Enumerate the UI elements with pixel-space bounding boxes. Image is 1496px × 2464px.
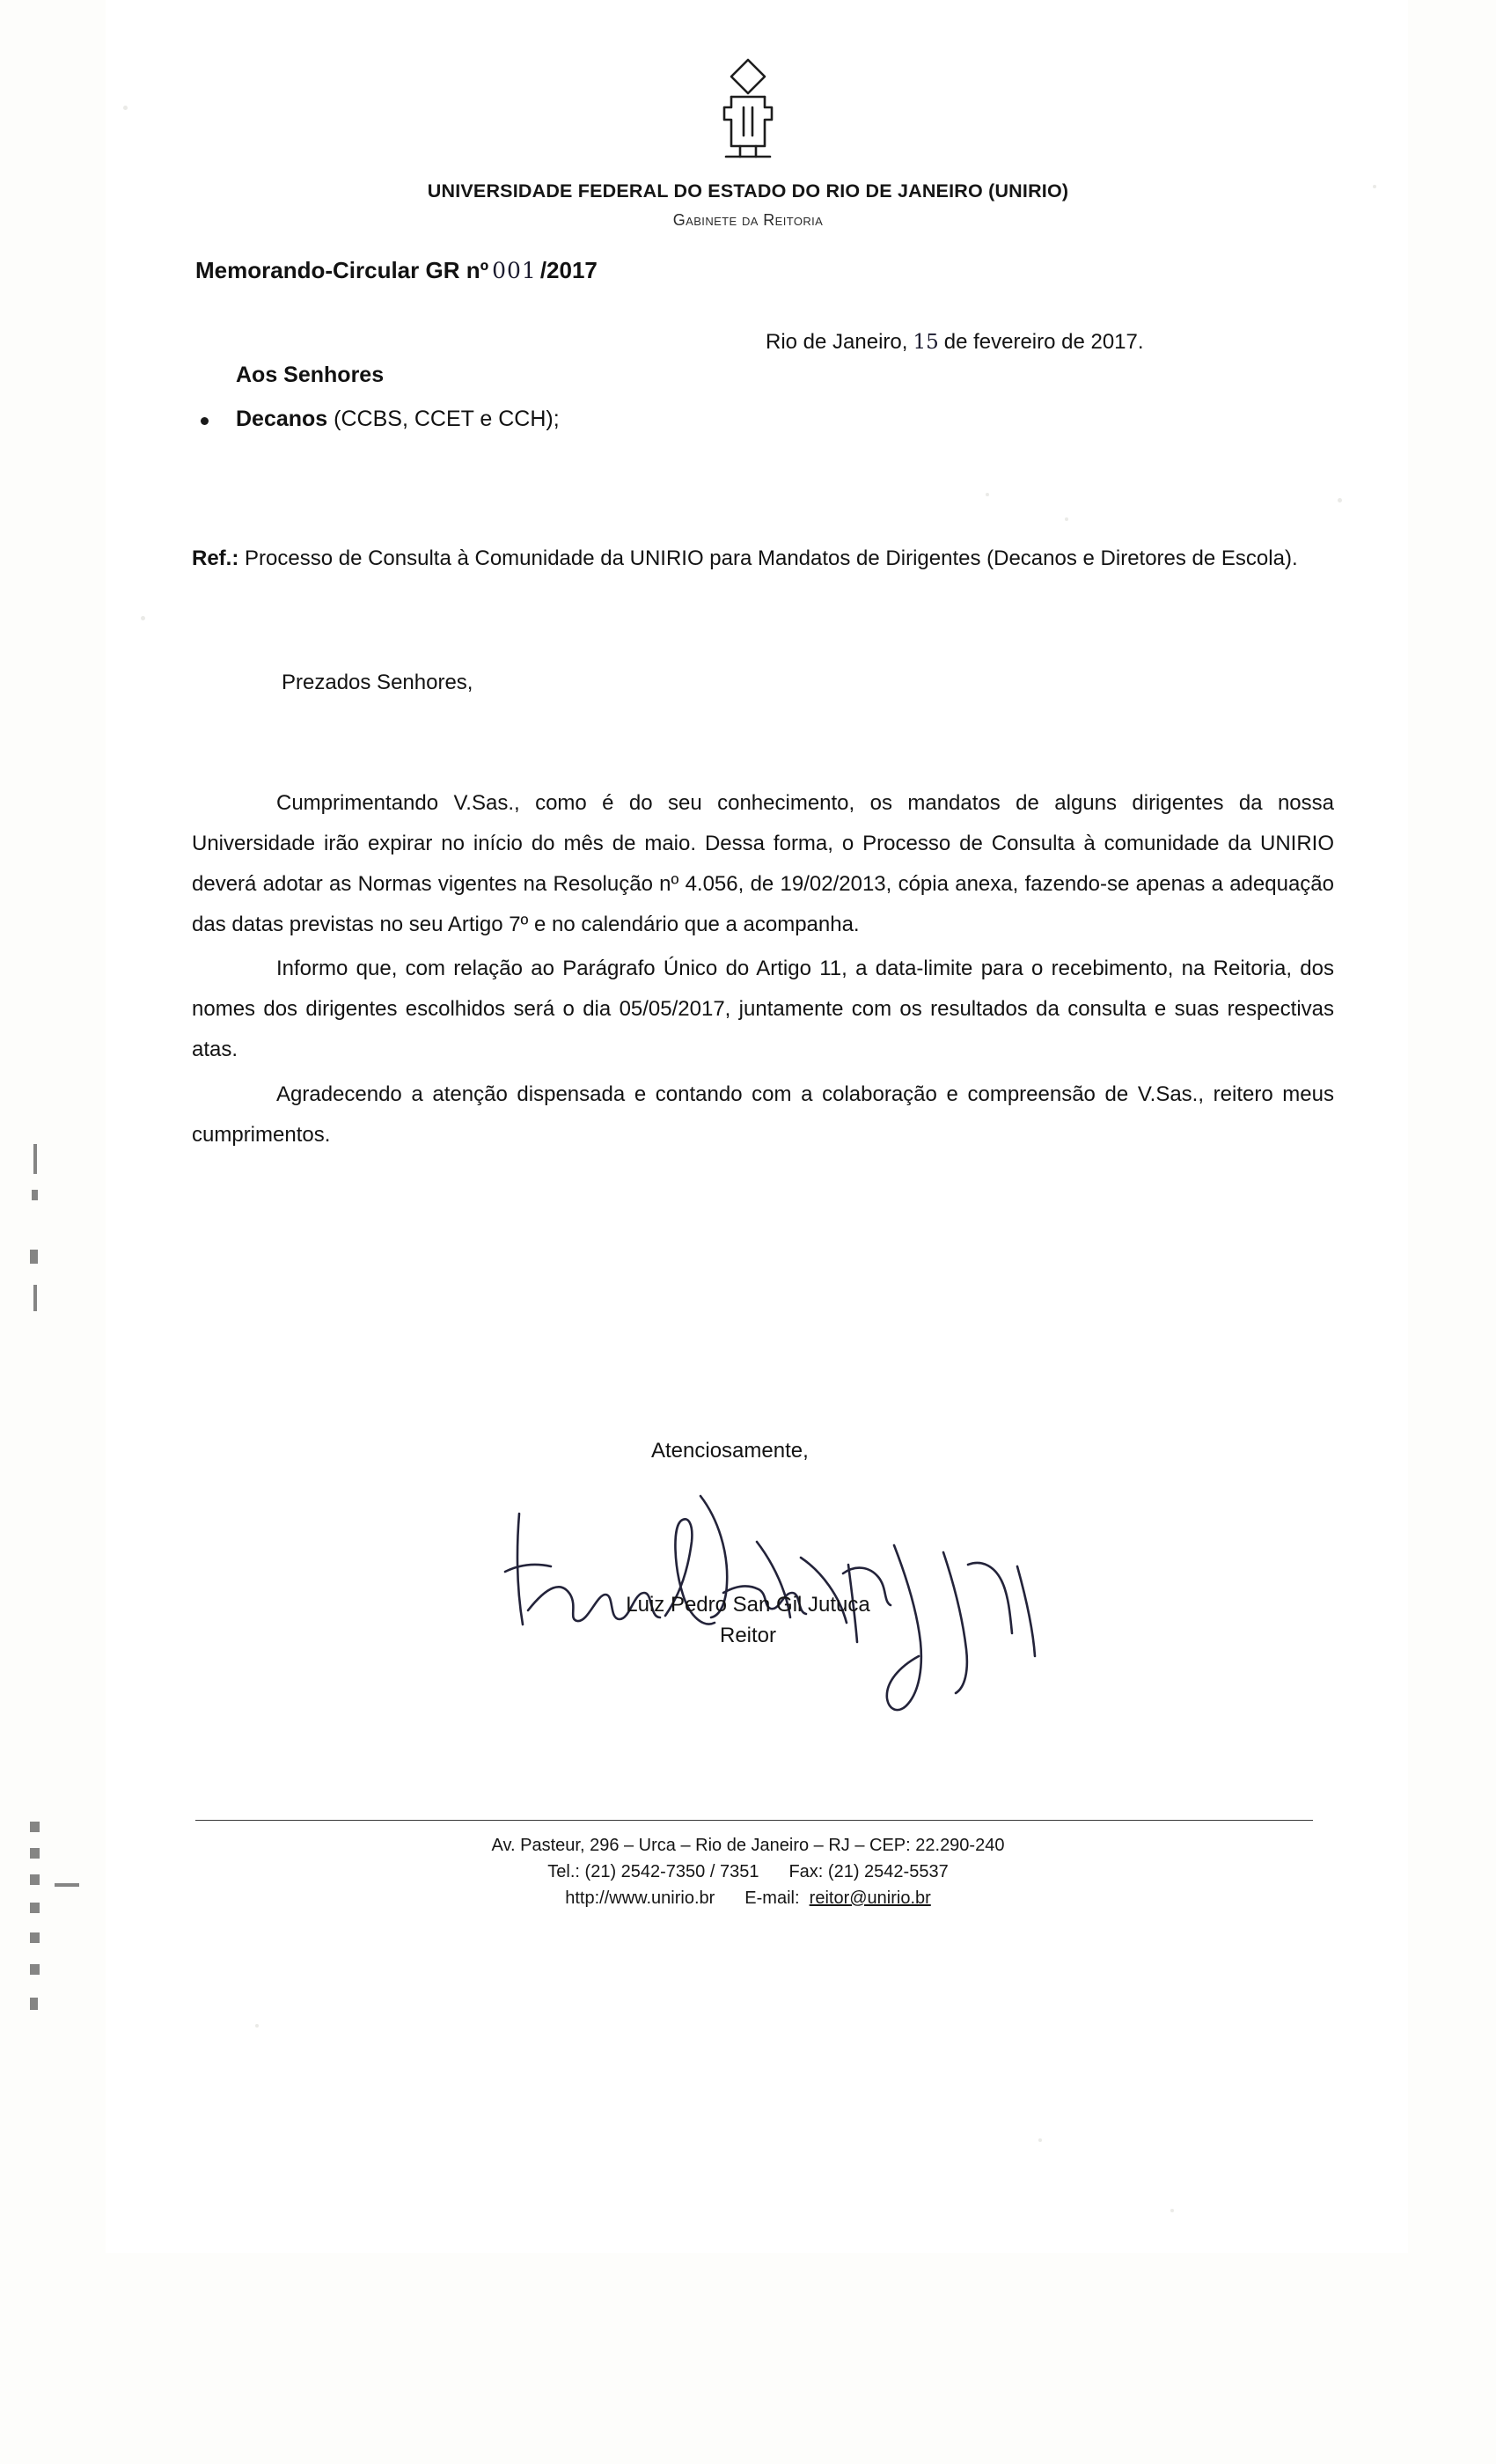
footer-fax: Fax: (21) 2542-5537: [788, 1862, 949, 1881]
memo-number-prefix: Memorando-Circular GR nº: [195, 257, 489, 283]
recipient-list-item: [236, 407, 560, 432]
scan-speckle: [141, 616, 145, 620]
scan-edge-mark: [33, 1144, 37, 1174]
recipient-detail: (CCBS, CCET e CCH);: [334, 407, 560, 431]
signer-role: Reitor: [719, 1624, 777, 1647]
reference-text: Processo de Consulta à Comunidade da UNIRIO para Mandatos de Dirigentes (Decanos e Diretores de Escola).: [245, 546, 1298, 570]
body-paragraph-3: Agradecendo a atenção dispensada e contando com a colaboração e compreensão de V.Sas., reitero meus cumprimentos.: [192, 1082, 1334, 1147]
footer-block: [0, 1832, 1496, 1911]
body-paragraph-1: Cumprimentando V.Sas., como é do seu conhecimento, os mandatos de alguns dirigentes da nossa Universidade irão expirar no início do mês de maio. Dessa forma, o Processo de Consulta à comunidade da UNIRIO deverá adotar as Normas vigentes na Resolução nº 4.056, de 19/02/2013, cópia anexa, fazendo-se apenas a adequação das datas previstas no seu Artigo 7º e no calendário que a acompanha.: [192, 791, 1334, 937]
dateline-rest: de fevereiro de 2017.: [943, 330, 1144, 354]
scan-edge-mark: [30, 1964, 40, 1975]
scan-edge-mark: [30, 1998, 38, 2010]
memo-number-line: [195, 257, 598, 284]
organization-name: UNIVERSIDADE FEDERAL DO ESTADO DO RIO DE JANEIRO (UNIRIO): [427, 180, 1069, 202]
reference-block: [192, 546, 1331, 573]
scan-speckle: [986, 493, 989, 496]
footer-address: Av. Pasteur, 296 – Urca – Rio de Janeiro – RJ – CEP: 22.290-240: [491, 1836, 1005, 1855]
closing-line: Atenciosamente,: [651, 1439, 809, 1463]
memo-number-year: /2017: [539, 257, 598, 283]
department-name: Gabinete da Reitoria: [672, 211, 824, 229]
footer-email-link[interactable]: reitor@unirio.br: [809, 1888, 931, 1908]
unirio-crest-icon: [691, 55, 805, 169]
scan-speckle: [1170, 2209, 1174, 2212]
dateline-handwritten-day: 15: [913, 331, 939, 354]
recipient-role: Decanos: [236, 407, 328, 431]
footer-divider: [195, 1820, 1313, 1821]
dateline: [766, 330, 1144, 355]
scan-speckle: [1338, 498, 1342, 502]
scan-speckle: [1038, 2138, 1042, 2142]
greeting-line: Prezados Senhores,: [282, 671, 473, 694]
signer-name: Luiz Pedro San Gil Jutuca: [626, 1593, 870, 1617]
scan-edge-mark: [32, 1190, 38, 1200]
scan-speckle: [123, 106, 128, 110]
recipients-title: Aos Senhores: [236, 363, 385, 387]
scan-speckle: [1065, 517, 1068, 521]
scan-edge-mark: [30, 1932, 40, 1943]
reference-label: Ref.:: [192, 546, 239, 570]
scan-speckle: [255, 2024, 259, 2028]
scan-edge-mark: [30, 1250, 38, 1264]
body-paragraph-2: Informo que, com relação ao Parágrafo Único do Artigo 11, a data-limite para o recebimento, na Reitoria, dos nomes dos dirigentes escolhidos será o dia 05/05/2017, juntamente com os resultados da consulta e suas respectivas atas.: [192, 957, 1334, 1062]
letter-body: [192, 783, 1334, 1159]
scan-edge-mark: [30, 1822, 40, 1832]
footer-phone: Tel.: (21) 2542-7350 / 7351: [547, 1862, 759, 1881]
memo-number-handwritten: 001: [492, 258, 537, 283]
scan-edge-mark: [33, 1285, 37, 1311]
footer-phone-row: [0, 1859, 1496, 1885]
footer-website[interactable]: http://www.unirio.br: [565, 1888, 715, 1908]
footer-email-label: E-mail:: [744, 1888, 800, 1908]
footer-web-row: [0, 1885, 1496, 1911]
bullet-icon: [201, 417, 209, 425]
dateline-city: Rio de Janeiro,: [766, 330, 908, 354]
